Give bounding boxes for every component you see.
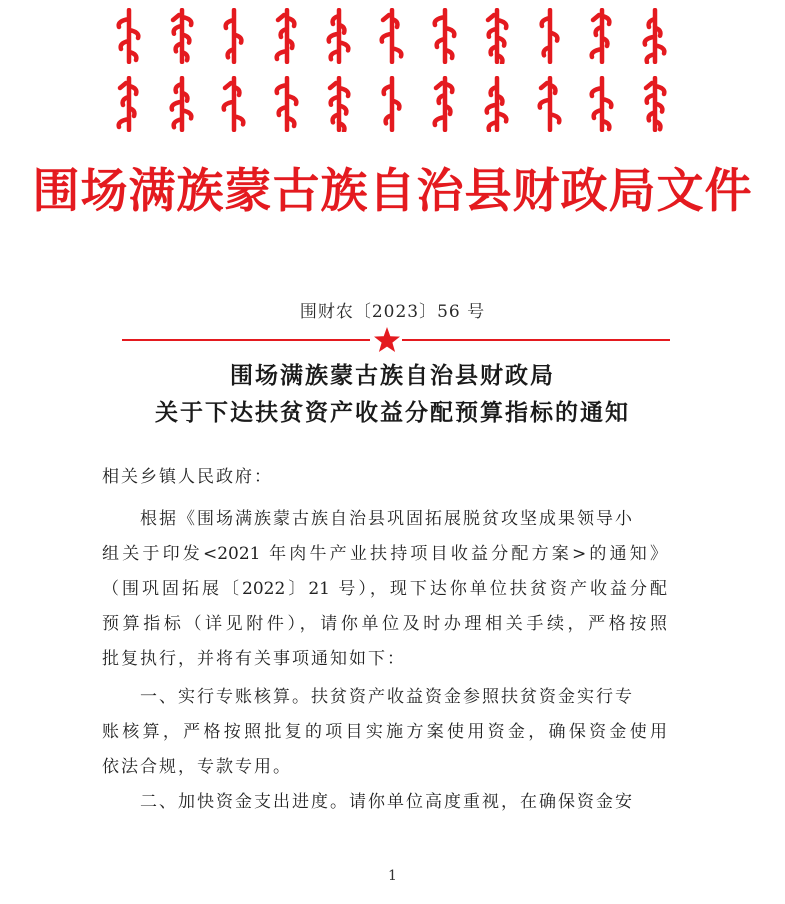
- section-1-line-2: 账核算，严格按照批复的项目实施方案使用资金，确保资金使用: [102, 722, 667, 742]
- red-divider-right: [402, 339, 670, 341]
- mongolian-glyph: [638, 8, 672, 64]
- mongolian-glyph: [585, 8, 619, 64]
- mongolian-glyph: [112, 76, 146, 132]
- issuer-header-title: 围场满族蒙古族自治县财政局文件: [32, 164, 753, 219]
- section-2-line-1: 二、加快资金支出进度。请你单位高度重视，在确保资金安: [140, 792, 634, 812]
- section-1-line-1: 一、实行专账核算。扶贫资产收益资金参照扶贫资金实行专: [140, 687, 634, 707]
- mongolian-glyph: [270, 8, 304, 64]
- mongolian-glyph: [322, 76, 356, 132]
- body-line-2: 组关于印发<2021 年肉牛产业扶持项目收益分配方案>的通知》: [102, 544, 667, 564]
- mongolian-glyph: [533, 76, 567, 132]
- mongolian-glyph: [112, 8, 146, 64]
- mongolian-glyph: [585, 76, 619, 132]
- body-line-5: 批复执行，并将有关事项通知如下：: [102, 649, 406, 669]
- document-title-line-1: 围场满族蒙古族自治县财政局: [230, 363, 555, 389]
- recipient-line: 相关乡镇人民政府：: [102, 467, 273, 487]
- mongolian-glyph: [428, 76, 462, 132]
- document-title-line-2: 关于下达扶贫资产收益分配预算指标的通知: [155, 400, 630, 426]
- mongolian-glyph: [533, 8, 567, 64]
- red-divider-left: [122, 339, 370, 341]
- mongolian-glyph: [322, 8, 356, 64]
- mongolian-glyph: [165, 76, 199, 132]
- mongolian-glyph: [375, 76, 409, 132]
- mongolian-glyph: [375, 8, 409, 64]
- mongolian-glyph: [428, 8, 462, 64]
- red-star-icon: [373, 326, 401, 354]
- document-number: 围财农〔2023〕56 号: [299, 302, 486, 322]
- mongolian-glyph: [217, 8, 251, 64]
- mongolian-glyph: [480, 8, 514, 64]
- body-line-1: 根据《围场满族蒙古族自治县巩固拓展脱贫攻坚成果领导小: [140, 509, 634, 529]
- section-1-line-3: 依法合规，专款专用。: [102, 757, 292, 777]
- mongolian-glyph: [480, 76, 514, 132]
- body-line-3: （围巩固拓展〔2022〕21 号），现下达你单位扶贫资产收益分配: [102, 579, 667, 599]
- mongolian-glyph: [165, 8, 199, 64]
- page-number: 1: [388, 868, 397, 884]
- body-line-4: 预算指标（详见附件），请你单位及时办理相关手续，严格按照: [102, 614, 667, 634]
- mongolian-script-row-1: [112, 6, 672, 66]
- mongolian-glyph: [270, 76, 304, 132]
- mongolian-glyph: [638, 76, 672, 132]
- mongolian-glyph: [217, 76, 251, 132]
- mongolian-script-row-2: [112, 74, 672, 134]
